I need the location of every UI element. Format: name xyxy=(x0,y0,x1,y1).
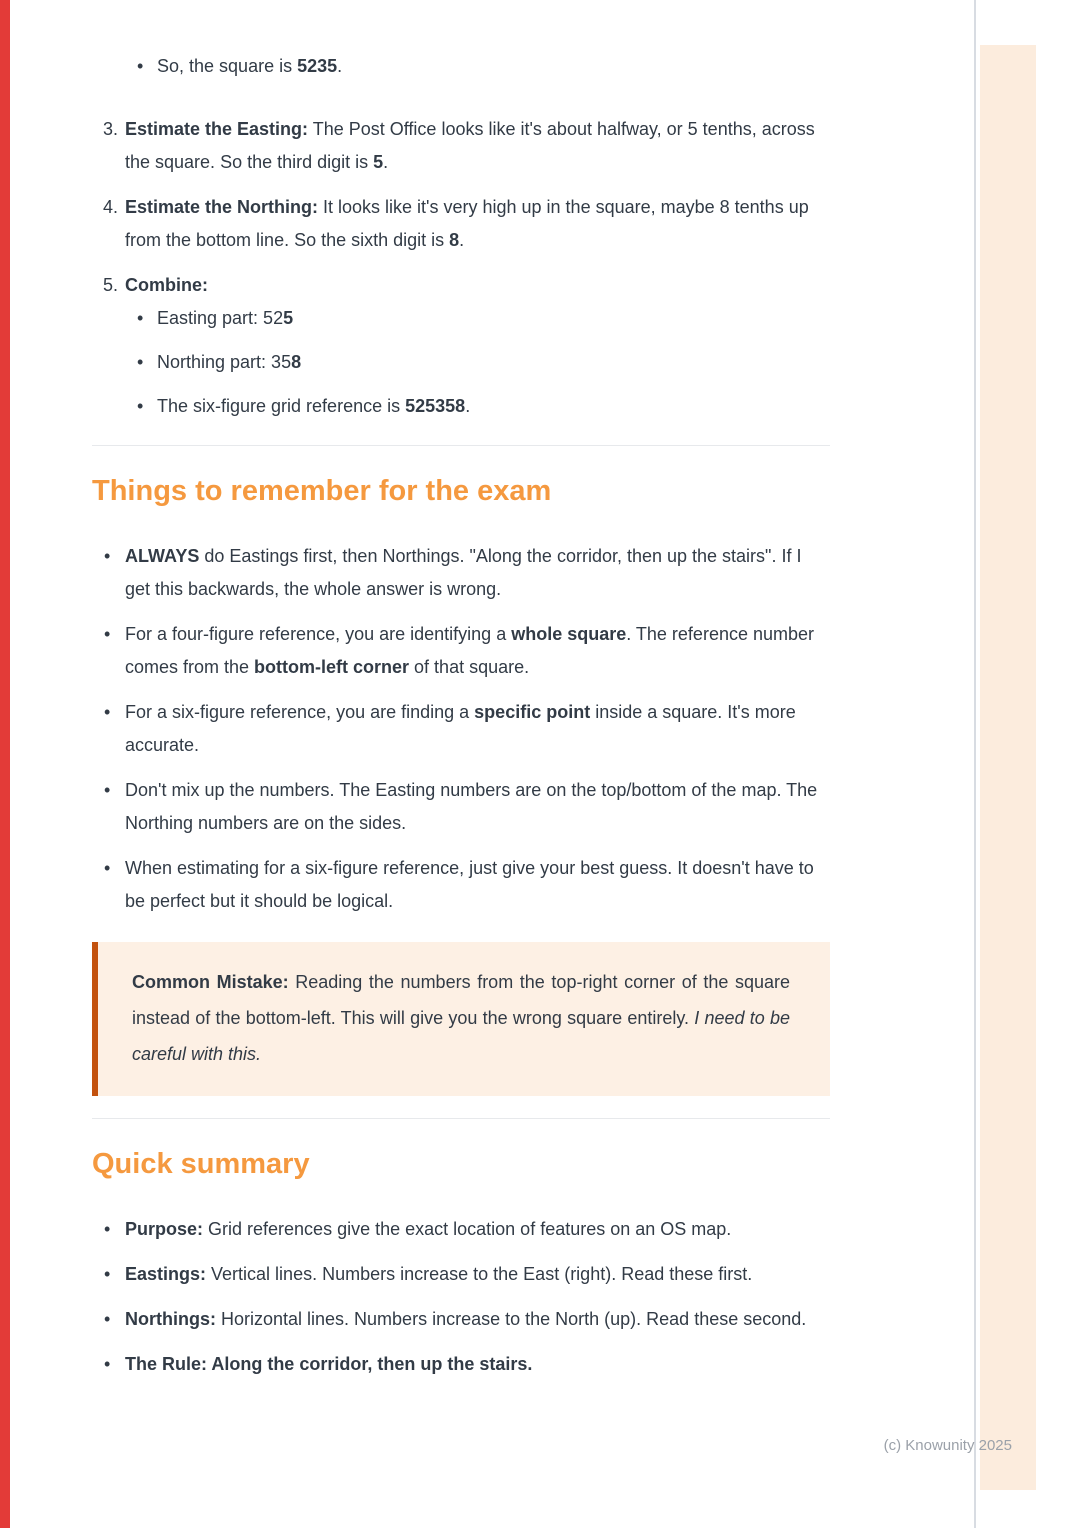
text-run: When estimating for a six-figure reference, just give your best guess. It doesn't have to be perfect but it should be logical. xyxy=(125,858,814,911)
bullet-icon: • xyxy=(104,780,111,800)
numbered-item xyxy=(92,191,830,257)
section-title-things-to-remember: Things to remember for the exam xyxy=(92,475,552,507)
bold-text: 8 xyxy=(291,352,302,372)
list-item xyxy=(92,852,830,918)
numbered-item xyxy=(92,269,830,302)
item-number: 3. xyxy=(103,119,119,139)
left-edge-accent-stripe xyxy=(0,0,10,1528)
list-item-text xyxy=(125,540,830,606)
text-run: . xyxy=(337,56,343,76)
text-run: Reading the numbers from the top-right corner of the square instead of the bottom-left. This will give you the wrong square entirely. xyxy=(132,972,790,1028)
bullet-icon: • xyxy=(104,624,111,644)
bullet-icon: • xyxy=(137,308,144,328)
text-run: . xyxy=(383,152,389,172)
bold-text: 8 xyxy=(449,230,460,250)
bold-text: whole square xyxy=(511,624,627,644)
bold-text: ALWAYS xyxy=(125,546,200,566)
bullet-icon: • xyxy=(104,702,111,722)
document-content xyxy=(92,50,830,1393)
text-run: Horizontal lines. Numbers increase to the North (up). Read these second. xyxy=(215,1309,807,1329)
section-title-quick-summary: Quick summary xyxy=(92,1148,310,1180)
text-run: So, the square is xyxy=(157,56,298,76)
text-run: The six-figure grid reference is xyxy=(157,396,406,416)
bullet-icon: • xyxy=(137,56,144,76)
bold-text: Estimate the Easting: xyxy=(125,119,309,139)
list-item xyxy=(92,1303,830,1336)
bold-text: Purpose: xyxy=(125,1219,204,1239)
italic-text: I need to be careful with this. xyxy=(132,1008,790,1064)
page-right-border xyxy=(974,0,976,1528)
list-item xyxy=(92,1258,830,1291)
text-run: Don't mix up the numbers. The Easting numbers are on the top/bottom of the map. The Northing numbers are on the sides. xyxy=(125,780,818,833)
text-run: Vertical lines. Numbers increase to the East (right). Read these first. xyxy=(206,1264,753,1284)
list-item-text xyxy=(157,302,830,335)
bullet-icon: • xyxy=(104,858,111,878)
list-item-text xyxy=(125,852,830,918)
list-item-text xyxy=(125,1213,830,1246)
list-item-text xyxy=(125,618,830,684)
list-item-text xyxy=(125,696,830,762)
bullet-icon: • xyxy=(104,1309,111,1329)
bullet-icon: • xyxy=(137,396,144,416)
text-run: For a four-figure reference, you are identifying a xyxy=(125,624,512,644)
sub-list-item xyxy=(92,302,830,335)
numbered-item xyxy=(92,113,830,179)
list-item-text xyxy=(157,390,830,423)
callout-text xyxy=(98,942,830,1096)
list-item xyxy=(92,540,830,606)
text-run: Grid references give the exact location of features on an OS map. xyxy=(203,1219,732,1239)
sub-list-item xyxy=(92,50,830,83)
text-run: . xyxy=(459,230,465,250)
list-item xyxy=(92,696,830,762)
bold-text: Combine: xyxy=(125,275,208,295)
numbered-item-text xyxy=(125,191,830,257)
bold-text: Common Mistake: xyxy=(132,972,289,992)
section-divider xyxy=(92,1118,830,1119)
list-item xyxy=(92,618,830,684)
text-run: . xyxy=(465,396,471,416)
bold-text: 5 xyxy=(283,308,294,328)
bold-text: bottom-left corner xyxy=(254,657,410,677)
bullet-icon: • xyxy=(137,352,144,372)
numbered-item-text xyxy=(125,269,830,302)
list-item-text xyxy=(157,346,830,379)
bold-text: 5235 xyxy=(297,56,338,76)
bullet-icon: • xyxy=(104,1264,111,1284)
text-run: The Post Office looks like it's about halfway, or 5 tenths, across the square. So the third digit is xyxy=(125,119,815,172)
sub-list-item xyxy=(92,390,830,423)
text-run: Easting part: 52 xyxy=(157,308,284,328)
sub-list-item xyxy=(92,346,830,379)
bold-text: 525358 xyxy=(405,396,466,416)
bullet-icon: • xyxy=(104,1354,111,1374)
list-item xyxy=(92,1213,830,1246)
bold-text: 5 xyxy=(373,152,384,172)
text-run: Northing part: 35 xyxy=(157,352,292,372)
bold-text: specific point xyxy=(474,702,591,722)
text-run: inside a square. It's more accurate. xyxy=(125,702,796,755)
item-number: 5. xyxy=(103,275,119,295)
list-item-text xyxy=(125,1258,830,1291)
list-item-text xyxy=(125,1303,830,1336)
bold-text: Eastings: xyxy=(125,1264,207,1284)
bullet-icon: • xyxy=(104,546,111,566)
numbered-item-text xyxy=(125,113,830,179)
text-run: do Eastings first, then Northings. "Along the corridor, then up the stairs". If I get this backwards, the whole answer is wrong. xyxy=(125,546,802,599)
list-item-text xyxy=(157,50,830,83)
text-run: For a six-figure reference, you are finding a xyxy=(125,702,475,722)
text-run: of that square. xyxy=(409,657,530,677)
bold-text: Northings: xyxy=(125,1309,216,1329)
right-margin-stripe xyxy=(980,45,1036,1490)
list-item-text xyxy=(125,774,830,840)
text-run: It looks like it's very high up in the square, maybe 8 tenths up from the bottom line. So the sixth digit is xyxy=(125,197,809,250)
item-number: 4. xyxy=(103,197,119,217)
bullet-icon: • xyxy=(104,1219,111,1239)
bold-text: Estimate the Northing: xyxy=(125,197,319,217)
footer-credit: (c) Knowunity 2025 xyxy=(883,1437,1012,1454)
list-item xyxy=(92,774,830,840)
list-item-text xyxy=(125,1348,830,1381)
common-mistake-callout xyxy=(92,942,830,1096)
list-item xyxy=(92,1348,830,1381)
bold-text: The Rule: Along the corridor, then up the stairs. xyxy=(125,1354,533,1374)
section-divider xyxy=(92,445,830,446)
text-run: . The reference number comes from the xyxy=(125,624,815,677)
